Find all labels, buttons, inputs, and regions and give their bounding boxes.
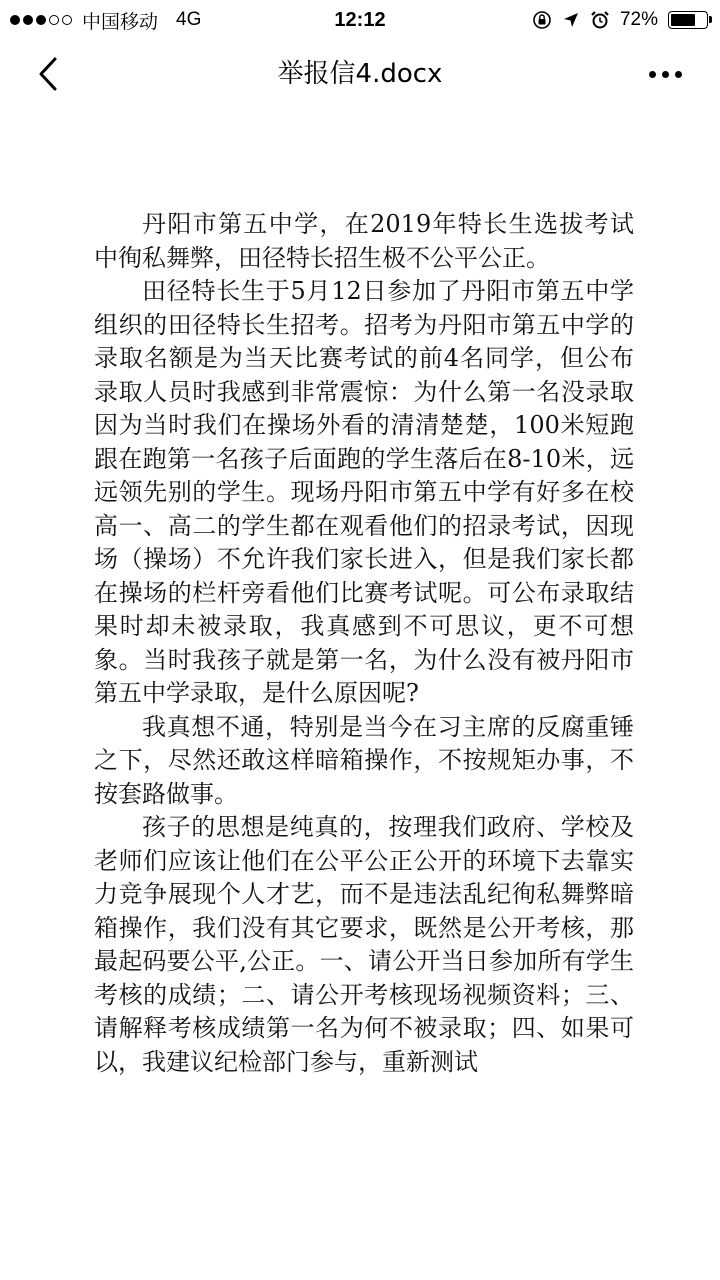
more-options-button[interactable] (640, 52, 690, 96)
battery-icon (668, 11, 708, 29)
back-chevron-icon (37, 57, 59, 91)
status-right (532, 0, 708, 40)
location-arrow-icon (562, 11, 580, 29)
back-button[interactable] (26, 52, 70, 96)
document-paragraph: 孩子的思想是纯真的，按理我们政府、学校及老师们应该让他们在公平公正公开的环境下去靠实力竞争展现个人才艺，而不是违法乱纪徇私舞弊暗箱操作，我们没有其它要求，既然是公开考核，那最起码要公平,公正。一、请公开当日参加所有学生考核的成绩；二、请公开考核现场视频资料；三、请解释考核成绩第一名为何不被录取；四、如果可以，我建议纪检部门参与，重新测试 (94, 813, 634, 1076)
document-body (94, 208, 634, 1079)
battery-fill (671, 14, 695, 26)
document-paragraph: 丹阳市第五中学，在2019年特长生选拔考试中徇私舞弊，田径特长招生极不公平公正。 (94, 210, 634, 272)
more-dots-icon (675, 71, 682, 78)
document-paragraph: 我真想不通，特别是当今在习主席的反腐重锤之下，尽然还敢这样暗箱操作，不按规矩办事，不按套路做事。 (94, 712, 634, 808)
battery-percent: 72% (619, 9, 658, 30)
orientation-lock-icon (532, 10, 552, 30)
network-type: 4G (176, 9, 202, 30)
status-time: 12:12 (334, 9, 386, 31)
more-dots-icon (649, 71, 656, 78)
carrier-name: 中国移动 (82, 11, 159, 33)
nav-bar (0, 40, 720, 108)
alarm-clock-icon (590, 10, 610, 30)
more-dots-icon (662, 71, 669, 78)
page-title: 举报信4.docx (277, 59, 443, 89)
document-paragraph: 田径特长生于5月12日参加了丹阳市第五中学组织的田径特长生招考。招考为丹阳市第五中学的录取名额是为当天比赛考试的前4名同学，但公布录取人员时我感到非常震惊：为什么第一名没录取因为当时我们在操场外看的清清楚楚，100米短跑跟在跑第一名孩子后面跑的学生落后在8-10米，远远领先别的学生。现场丹阳市第五中学有好多在校高一、高二的学生都在观看他们的招录考试，因现场（操场）不允许我们家长进入，但是我们家长都在操场的栏杆旁看他们比赛考试呢。可公布录取结果时却未被录取，我真感到不可思议，更不可想象。当时我孩子就是第一名，为什么没有被丹阳市第五中学录取，是什么原因呢? (94, 277, 634, 707)
status-bar (0, 0, 720, 40)
